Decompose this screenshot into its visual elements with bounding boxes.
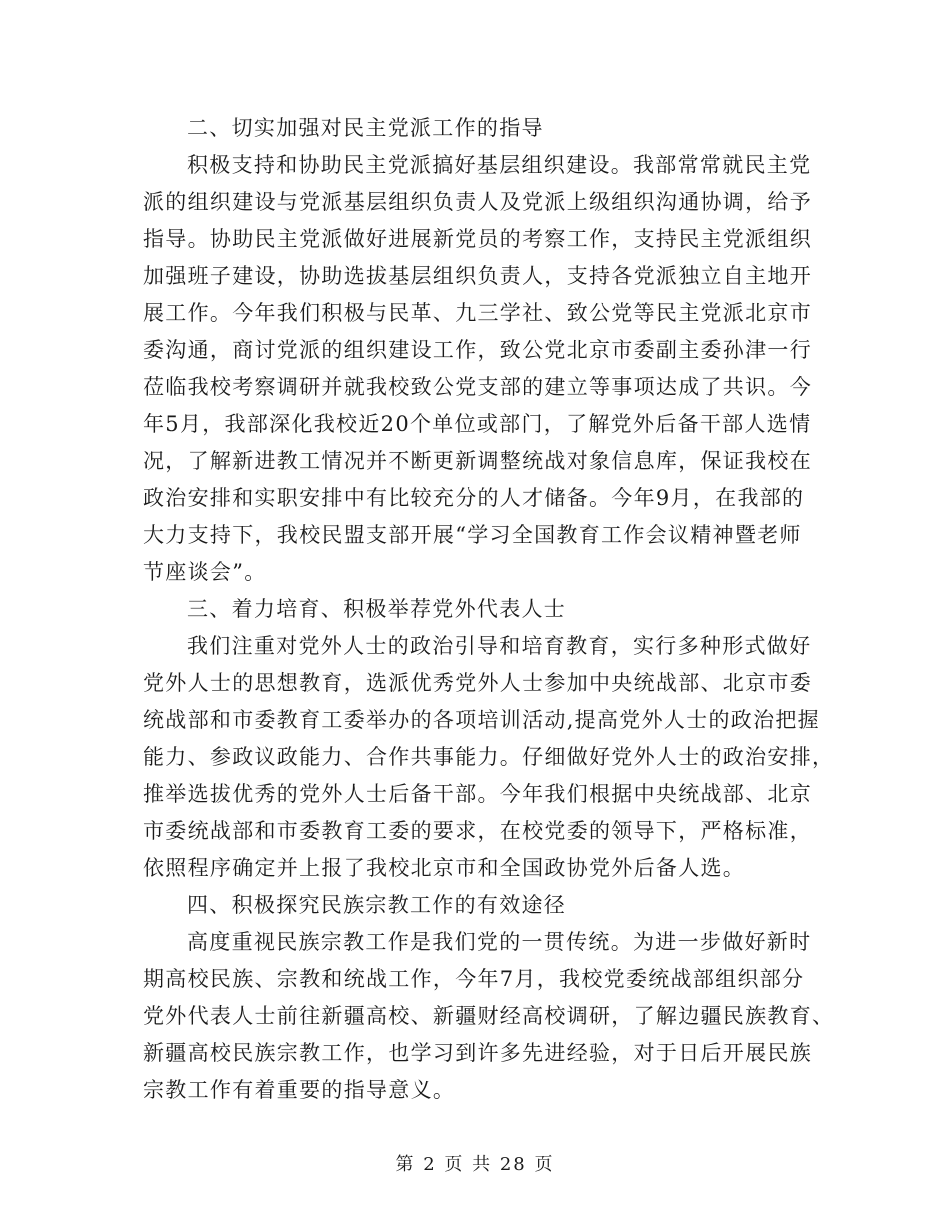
paragraph-line: 大力支持下，我校民盟支部开展“学习全国教育工作会议精神暨老师 <box>143 523 802 547</box>
paragraph-line: 莅临我校考察调研并就我校致公党支部的建立等事项达成了共识。今 <box>143 375 812 399</box>
section-heading-3: 三、着力培育、积极举荐党外代表人士 <box>187 597 567 621</box>
paragraph-line: 况，了解新进教工情况并不断更新调整统战对象信息库，保证我校在 <box>143 449 812 473</box>
paragraph-line: 依照程序确定并上报了我校北京市和全国政协党外后备人选。 <box>143 856 746 880</box>
paragraph-line: 新疆高校民族宗教工作，也学习到许多先进经验，对于日后开展民族 <box>143 1041 812 1065</box>
paragraph-line: 期高校民族、宗教和统战工作，今年7月，我校党委统战部组织部分 <box>143 967 805 991</box>
paragraph-line: 委沟通，商讨党派的组织建设工作，致公党北京市委副主委孙津一行 <box>143 338 812 362</box>
paragraph-line: 年5月，我部深化我校近20个单位或部门，了解党外后备干部人选情 <box>143 412 812 436</box>
paragraph-line: 市委统战部和市委教育工委的要求，在校党委的领导下，严格标准， <box>143 819 812 843</box>
paragraph-line: 统战部和市委教育工委举办的各项培训活动,提高党外人士的政治把握 <box>143 708 820 732</box>
paragraph-line: 推举选拔优秀的党外人士后备干部。今年我们根据中央统战部、北京 <box>143 782 812 806</box>
section-heading-2: 二、切实加强对民主党派工作的指导 <box>187 116 544 140</box>
paragraph-line: 能力、参政议政能力、合作共事能力。仔细做好党外人士的政治安排， <box>143 745 835 769</box>
paragraph-line: 高度重视民族宗教工作是我们党的一贯传统。为进一步做好新时 <box>187 930 812 954</box>
section-heading-4: 四、积极探究民族宗教工作的有效途径 <box>187 893 567 917</box>
page-number-footer: 第 2 页 共 28 页 <box>395 1154 555 1175</box>
paragraph-line: 积极支持和协助民主党派搞好基层组织建设。我部常常就民主党 <box>187 153 812 177</box>
paragraph-line: 我们注重对党外人士的政治引导和培育教育，实行多种形式做好 <box>187 634 812 658</box>
paragraph-line: 党外代表人士前往新疆高校、新疆财经高校调研，了解边疆民族教育、 <box>143 1004 835 1028</box>
paragraph-line: 节座谈会”。 <box>143 560 267 584</box>
paragraph-line: 党外人士的思想教育，选派优秀党外人士参加中央统战部、北京市委 <box>143 671 812 695</box>
paragraph-line: 展工作。今年我们积极与民革、九三学社、致公党等民主党派北京市 <box>143 301 812 325</box>
paragraph-line: 宗教工作有着重要的指导意义。 <box>143 1078 456 1102</box>
paragraph-line: 指导。协助民主党派做好进展新党员的考察工作，支持民主党派组织 <box>143 227 812 251</box>
paragraph-line: 加强班子建设，协助选拔基层组织负责人，支持各党派独立自主地开 <box>143 264 812 288</box>
paragraph-line: 派的组织建设与党派基层组织负责人及党派上级组织沟通协调，给予 <box>143 190 812 214</box>
paragraph-line: 政治安排和实职安排中有比较充分的人才储备。今年9月，在我部的 <box>143 486 805 510</box>
